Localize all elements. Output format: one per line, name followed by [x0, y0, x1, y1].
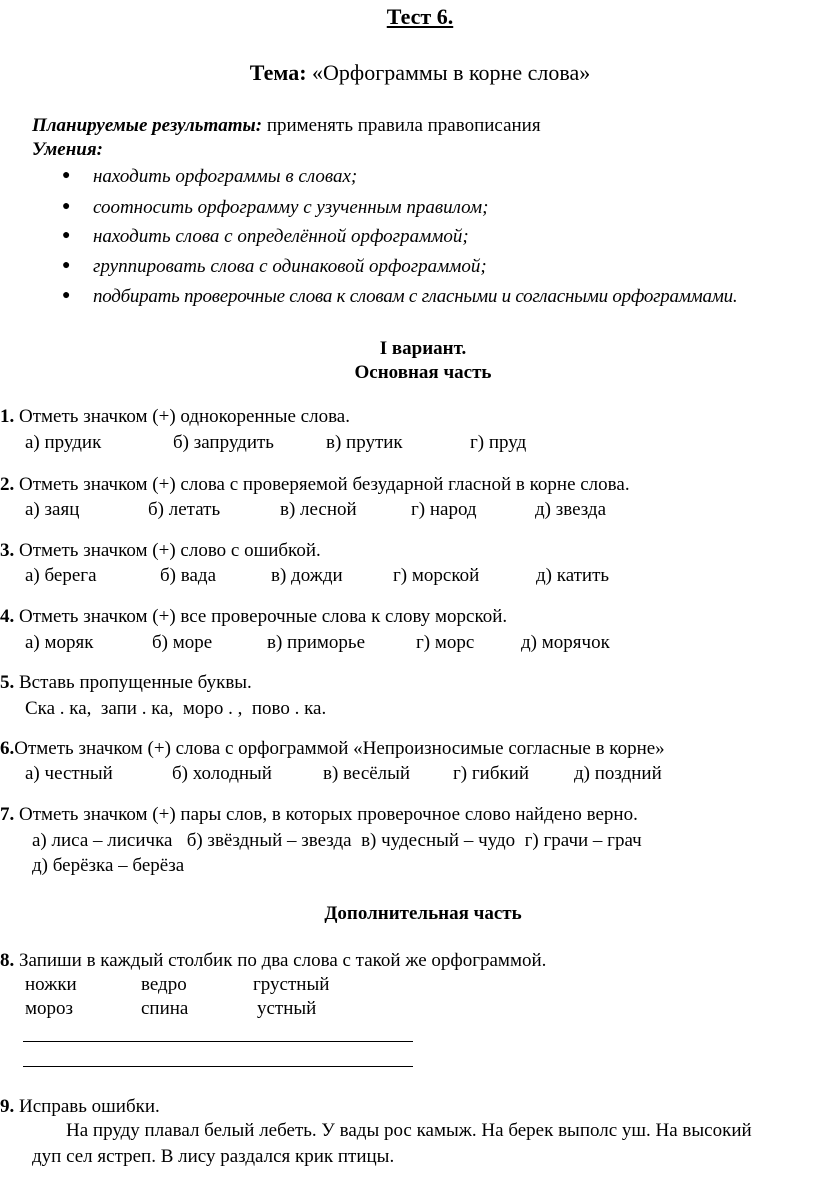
question-number: 5. — [0, 672, 15, 693]
answer-option[interactable]: г) гибкий — [453, 763, 530, 784]
extra-part-heading: Дополнительная часть — [324, 903, 522, 924]
skill-text: подбирать проверочные слова к словам с гласными и согласными орфограммами. — [93, 286, 738, 307]
topic-line — [0, 60, 816, 86]
answer-option[interactable]: г) пруд — [470, 432, 527, 453]
bullet-icon: ● — [62, 228, 71, 243]
question-number: 2. — [0, 474, 15, 495]
text-to-correct[interactable]: На пруду плавал белый лебеть. У вады рос камыж. На берек выполс уш. На высокий дуп сел ястреп. В лису раздался крик птицы. — [32, 1120, 752, 1167]
answer-option[interactable]: б) море — [152, 632, 213, 653]
question-text — [0, 406, 350, 428]
answer-option[interactable]: д) поздний — [574, 763, 662, 784]
question-text — [0, 606, 507, 628]
topic-label: Тема: — [249, 60, 307, 85]
question-text — [0, 1096, 160, 1118]
question-number: 3. — [0, 540, 15, 561]
answer-option[interactable]: б) вада — [160, 565, 216, 586]
question-number: 4. — [0, 606, 15, 627]
question-prompt: Отметь значком (+) слова с орфограммой «Непроизносимые согласные в корне» — [14, 738, 665, 759]
question-text — [0, 950, 546, 972]
variant-title: I вариант. — [379, 338, 467, 359]
bullet-icon: ● — [62, 258, 71, 273]
skill-text: соотносить орфограмму с узученным правилом; — [93, 197, 489, 218]
question-prompt: Запиши в каждый столбик по два слова с такой же орфограммой. — [14, 950, 547, 971]
plan-label: Планируемые результаты: — [32, 115, 263, 136]
answer-option[interactable]: а) прудик — [25, 432, 102, 453]
skill-text: группировать слова с одинаковой орфограммой; — [93, 256, 487, 277]
question-number: 6. — [0, 738, 15, 759]
answer-line[interactable] — [23, 1066, 413, 1067]
skills-label: Умения: — [32, 139, 103, 160]
fill-in-line[interactable]: Ска . ка, запи . ка, моро . , пово . ка. — [25, 698, 327, 719]
question-number: 8. — [0, 950, 15, 971]
answer-option[interactable]: б) запрудить — [173, 432, 274, 453]
answer-option[interactable]: в) лесной — [280, 499, 357, 520]
plan-line — [32, 115, 541, 137]
question-prompt: Отметь значком (+) слово с ошибкой. — [14, 540, 321, 561]
column-word: мороз — [25, 998, 74, 1019]
question-text — [0, 474, 630, 496]
question-number: 7. — [0, 804, 15, 825]
answer-option[interactable]: г) морской — [393, 565, 480, 586]
answer-option[interactable]: б) летать — [148, 499, 221, 520]
main-part-heading: Основная часть — [354, 362, 492, 383]
question-prompt: Отметь значком (+) слова с проверяемой безударной гласной в корне слова. — [14, 474, 630, 495]
plan-text: применять правила правописания — [262, 115, 541, 136]
column-word: спина — [141, 998, 189, 1019]
column-word: ведро — [141, 974, 187, 995]
question-number: 9. — [0, 1096, 15, 1117]
answer-option[interactable]: в) дожди — [271, 565, 343, 586]
question-prompt: Вставь пропущенные буквы. — [14, 672, 252, 693]
topic-text: «Орфограммы в корне слова» — [306, 60, 591, 85]
test-title: Тест 6. — [386, 4, 454, 29]
question-text — [0, 672, 252, 694]
skill-text: находить слова с определённой орфограммой; — [93, 226, 469, 247]
question-prompt: Исправь ошибки. — [14, 1096, 160, 1117]
question-prompt: Отметь значком (+) все проверочные слова к слову морской. — [14, 606, 508, 627]
answer-option[interactable]: б) холодный — [172, 763, 272, 784]
question-text — [0, 804, 638, 826]
skill-text: находить орфограммы в словах; — [93, 166, 358, 187]
question-text — [0, 540, 321, 562]
question-prompt: Отметь значком (+) пары слов, в которых проверочное слово найдено верно. — [14, 804, 638, 825]
answer-option[interactable]: в) прутик — [326, 432, 403, 453]
answer-options-line[interactable]: д) берёзка – берёза — [32, 855, 185, 876]
question-text — [0, 738, 665, 760]
answer-line[interactable] — [23, 1041, 413, 1042]
column-word: грустный — [253, 974, 330, 995]
answer-option[interactable]: д) катить — [536, 565, 610, 586]
answer-option[interactable]: а) заяц — [25, 499, 80, 520]
answer-option[interactable]: в) приморье — [267, 632, 366, 653]
answer-option[interactable]: а) честный — [25, 763, 113, 784]
answer-options-line[interactable]: а) лиса – лисичка б) звёздный – звезда в) чудесный – чудо г) грачи – грач — [32, 830, 642, 851]
answer-option[interactable]: д) звезда — [535, 499, 607, 520]
bullet-icon: ● — [62, 199, 71, 214]
column-word: ножки — [25, 974, 77, 995]
answer-option[interactable]: в) весёлый — [323, 763, 411, 784]
question-prompt: Отметь значком (+) однокоренные слова. — [14, 406, 350, 427]
bullet-icon: ● — [62, 168, 71, 183]
answer-option[interactable]: а) моряк — [25, 632, 94, 653]
bullet-icon: ● — [62, 288, 71, 303]
answer-option[interactable]: а) берега — [25, 565, 97, 586]
column-word: устный — [257, 998, 317, 1019]
answer-option[interactable]: г) народ — [411, 499, 477, 520]
answer-option[interactable]: г) морс — [416, 632, 475, 653]
answer-option[interactable]: д) морячок — [521, 632, 610, 653]
question-number: 1. — [0, 406, 15, 427]
